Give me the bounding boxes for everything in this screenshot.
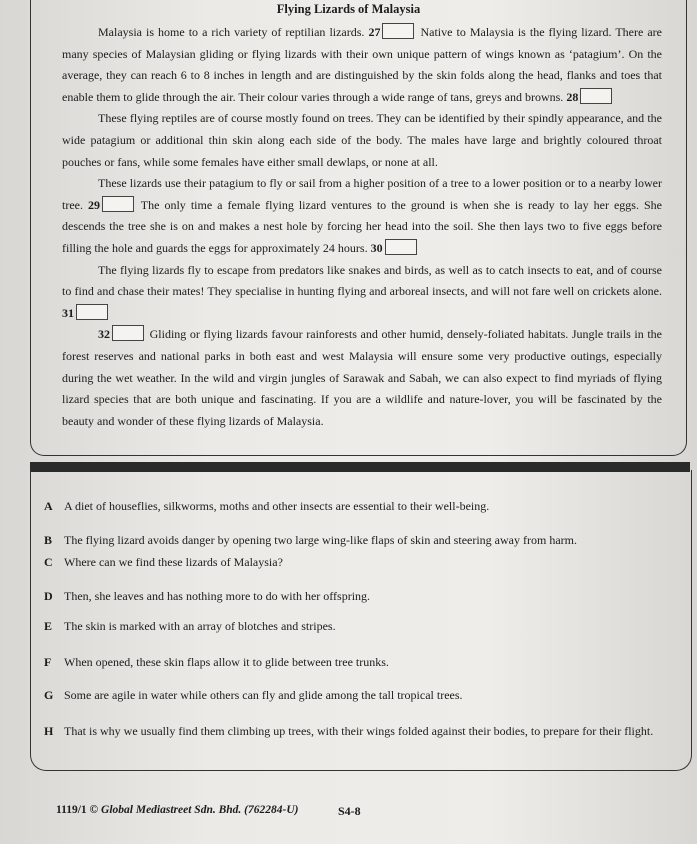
paragraph-2 xyxy=(62,108,662,173)
option-letter: H xyxy=(44,724,54,738)
question-number-32: 32 xyxy=(98,327,110,342)
answer-blank-27[interactable] xyxy=(382,23,414,39)
option-a[interactable] xyxy=(44,499,674,513)
option-letter: A xyxy=(44,499,53,513)
option-e[interactable] xyxy=(44,619,674,633)
paragraph-3 xyxy=(62,173,662,259)
option-letter: F xyxy=(44,655,52,669)
paragraph-text: The only time a female flying lizard ventures to the ground is when she is ready to lay her eggs. She descends the tree she is on and makes a nest hole by forcing her head into the soil. She then lays two to five eggs before filling the hole and guards the eggs for approximately 24 hours. xyxy=(62,197,662,255)
answer-blank-29[interactable] xyxy=(102,196,134,212)
option-letter: C xyxy=(44,555,53,569)
question-number-27: 27 xyxy=(368,25,381,39)
option-text: Some are agile in water while others can fly and glide among the tall tropical trees. xyxy=(64,688,463,702)
passage-title: Flying Lizards of Malaysia xyxy=(276,2,421,16)
footer-publisher: Global Mediastreet Sdn. Bhd. (762284-U) xyxy=(101,804,299,816)
passage-text xyxy=(62,22,662,432)
paragraph-text: The flying lizards fly to escape from predators like snakes and birds, as well as to catch insects to eat, and of course to find and chase their mates! They specialise in hunting flying and arboreal insects, and will not fare well on crickets alone. xyxy=(62,262,662,299)
question-number-31: 31 xyxy=(62,305,74,320)
answer-blank-31[interactable] xyxy=(76,304,108,320)
option-text: A diet of houseflies, silkworms, moths and other insects are essential to their well-being. xyxy=(64,499,490,513)
question-number-28: 28 xyxy=(566,89,579,104)
footer-copyright xyxy=(56,804,298,816)
option-c[interactable] xyxy=(44,555,674,569)
paragraph-5 xyxy=(62,324,662,432)
option-text: The skin is marked with an array of blotches and stripes. xyxy=(64,619,336,633)
option-d[interactable] xyxy=(44,589,674,603)
question-number-30: 30 xyxy=(370,240,383,255)
option-text: That is why we usually find them climbing up trees, with their wings folded against their bodies, to prepare for their flight. xyxy=(64,724,654,738)
page-number: S4-8 xyxy=(338,804,361,818)
option-h[interactable] xyxy=(44,724,674,738)
option-letter: G xyxy=(44,688,54,702)
option-f[interactable] xyxy=(44,655,674,669)
option-g[interactable] xyxy=(44,688,674,702)
paragraph-text: Malaysia is home to a rich variety of reptilian lizards. xyxy=(98,25,369,39)
option-text: When opened, these skin flaps allow it to glide between tree trunks. xyxy=(64,655,389,669)
paragraph-text: Gliding or flying lizards favour rainforests and other humid, densely-foliated habitats. Jungle trails in the forest reserves and national parks in both east and west Malaysia will ensure some very productive outings, especially during the wet weather. In the wild and virgin jungles of Sarawak and Sabah, we can also expect to find myriads of flying lizard species that are both unique and fascinating. If you are a wildlife and nature-lover, you will be fascinated by the beauty and wonder of these flying lizards of Malaysia. xyxy=(62,327,662,428)
answer-blank-30[interactable] xyxy=(385,239,417,255)
option-letter: D xyxy=(44,589,53,603)
option-b[interactable] xyxy=(44,533,674,547)
option-text: Then, she leaves and has nothing more to do with her offspring. xyxy=(64,589,371,603)
paragraph-text: These flying reptiles are of course mostly found on trees. They can be identified by their spindly appearance, and the wide patagium or additional thin skin along each side of the body. The males have large and brightly coloured throat pouches or fans, while some females have either small dewlaps, or none at all. xyxy=(62,111,662,169)
paragraph-text: Native to Malaysia is the flying lizard. There are many species of Malaysian gliding or flying lizards with their own unique pattern of wings known as ‘patagium’. On the average, they can reach 6 to 8 inches in length and are distinguished by the skin folds along the head, flanks and toes that enable them to glide through the air. Their colour varies through a wide range of tans, greys and browns. xyxy=(62,25,662,104)
paragraph-text: These lizards use their patagium to fly or sail from a higher position of a tree to a lower position or to a nearby lower tree. xyxy=(62,176,662,212)
answer-blank-28[interactable] xyxy=(580,88,612,104)
option-text: Where can we find these lizards of Malaysia? xyxy=(64,555,283,569)
option-letter: E xyxy=(44,619,53,633)
paragraph-1 xyxy=(62,22,662,108)
paragraph-4 xyxy=(62,260,662,325)
answer-blank-32[interactable] xyxy=(112,325,144,341)
question-number-29: 29 xyxy=(88,197,100,212)
option-letter: B xyxy=(44,533,53,547)
footer-code: 1119/1 © xyxy=(56,804,99,816)
option-text: The flying lizard avoids danger by opening two large wing-like flaps of skin and steering away from harm. xyxy=(64,533,577,547)
